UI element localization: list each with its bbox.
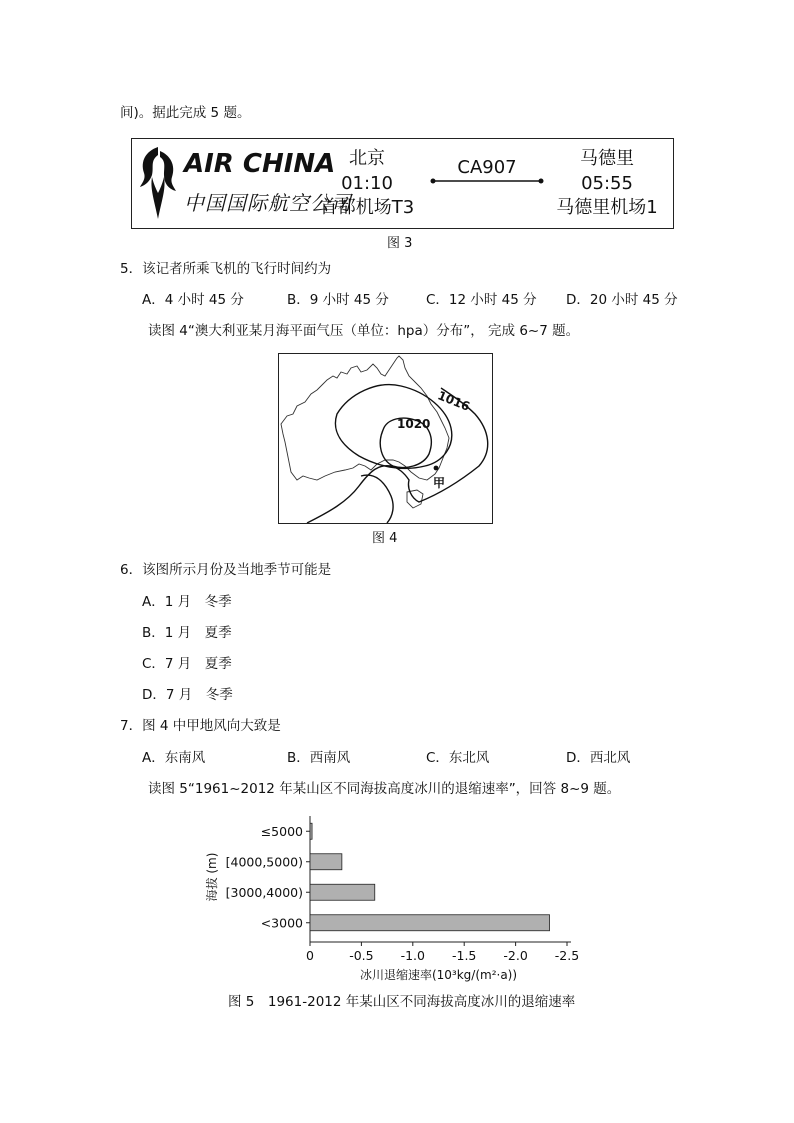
bar-1 [310, 854, 342, 870]
route-line [430, 177, 544, 185]
flight-ticket [131, 138, 674, 229]
brand-cn: 中国国际航空公司 [184, 191, 352, 215]
point-jia-label: 甲 [433, 476, 446, 490]
brand-en: AIR CHINA [184, 149, 336, 179]
flight-number: CA907 [457, 157, 517, 178]
x-tick-label-3: -1.5 [452, 948, 477, 963]
q6-option-b: B．1 月 夏季 [142, 625, 232, 641]
q6-option-a: A．1 月 冬季 [142, 594, 232, 610]
y-tick-label-3: <3000 [260, 915, 303, 931]
isobar-1016-label: 1016 [435, 388, 472, 414]
q5-option-d: D．20 小时 45 分 [566, 292, 678, 308]
fig3-caption: 图 3 [387, 236, 413, 251]
glacier-retreat-chart [190, 812, 610, 987]
chart-svg [190, 812, 610, 987]
q7-stem: 7．图 4 中甲地风向大致是 [120, 718, 281, 734]
bar-2 [310, 884, 375, 900]
q5-stem: 5．该记者所乘飞机的飞行时间约为 [120, 261, 332, 277]
q5-option-c: C．12 小时 45 分 [426, 292, 537, 308]
read-fig4-line: 读图 4“澳大利亚某月海平面气压（单位：hpa）分布”， 完成 6~7 题。 [148, 323, 580, 339]
y-tick-label-1: [4000,5000) [225, 854, 303, 870]
dest-city: 马德里 [580, 148, 634, 169]
origin-airport: 首都机场T3 [319, 197, 415, 218]
q6-stem: 6．该图所示月份及当地季节可能是 [120, 562, 332, 578]
origin-time: 01:10 [341, 173, 393, 194]
x-tick-label-0: 0 [306, 948, 314, 963]
y-tick-label-2: [3000,4000) [225, 884, 303, 900]
x-tick-label-2: -1.0 [400, 948, 425, 963]
map-drawing [279, 354, 492, 523]
q5-option-b: B．9 小时 45 分 [287, 292, 389, 308]
intro-line: 间)。据此完成 5 题。 [120, 105, 251, 121]
dest-time: 05:55 [581, 173, 633, 194]
x-tick-label-5: -2.5 [554, 948, 580, 963]
australia-isobar-map [278, 353, 493, 524]
origin-city: 北京 [349, 148, 385, 169]
x-tick-label-1: -0.5 [349, 948, 374, 963]
y-axis-label: 海拔 (m) [205, 852, 219, 902]
q7-option-b: B．西南风 [287, 750, 351, 766]
y-tick-label-0: ≤5000 [260, 823, 303, 839]
q5-option-a: A．4 小时 45 分 [142, 292, 244, 308]
q7-option-a: A．东南风 [142, 750, 206, 766]
q6-option-c: C．7 月 夏季 [142, 656, 232, 672]
isobar-1020-label: 1020 [397, 417, 431, 431]
fig4-caption: 图 4 [372, 531, 398, 546]
bar-3 [310, 915, 550, 931]
x-axis-label: 冰川退缩速率(10³kg/(m²·a)) [359, 968, 518, 982]
dest-airport: 马德里机场1 [556, 197, 658, 218]
bar-0 [310, 823, 312, 839]
fig5-caption: 图 5 1961-2012 年某山区不同海拔高度冰川的退缩速率 [228, 994, 576, 1010]
q6-option-d: D．7 月 冬季 [142, 687, 233, 703]
read-fig5-line: 读图 5“1961~2012 年某山区不同海拔高度冰川的退缩速率”，回答 8~9 题。 [148, 781, 621, 797]
air-china-logo [136, 143, 180, 223]
x-tick-label-4: -2.0 [503, 948, 528, 963]
q7-option-d: D．西北风 [566, 750, 631, 766]
q7-option-c: C．东北风 [426, 750, 490, 766]
